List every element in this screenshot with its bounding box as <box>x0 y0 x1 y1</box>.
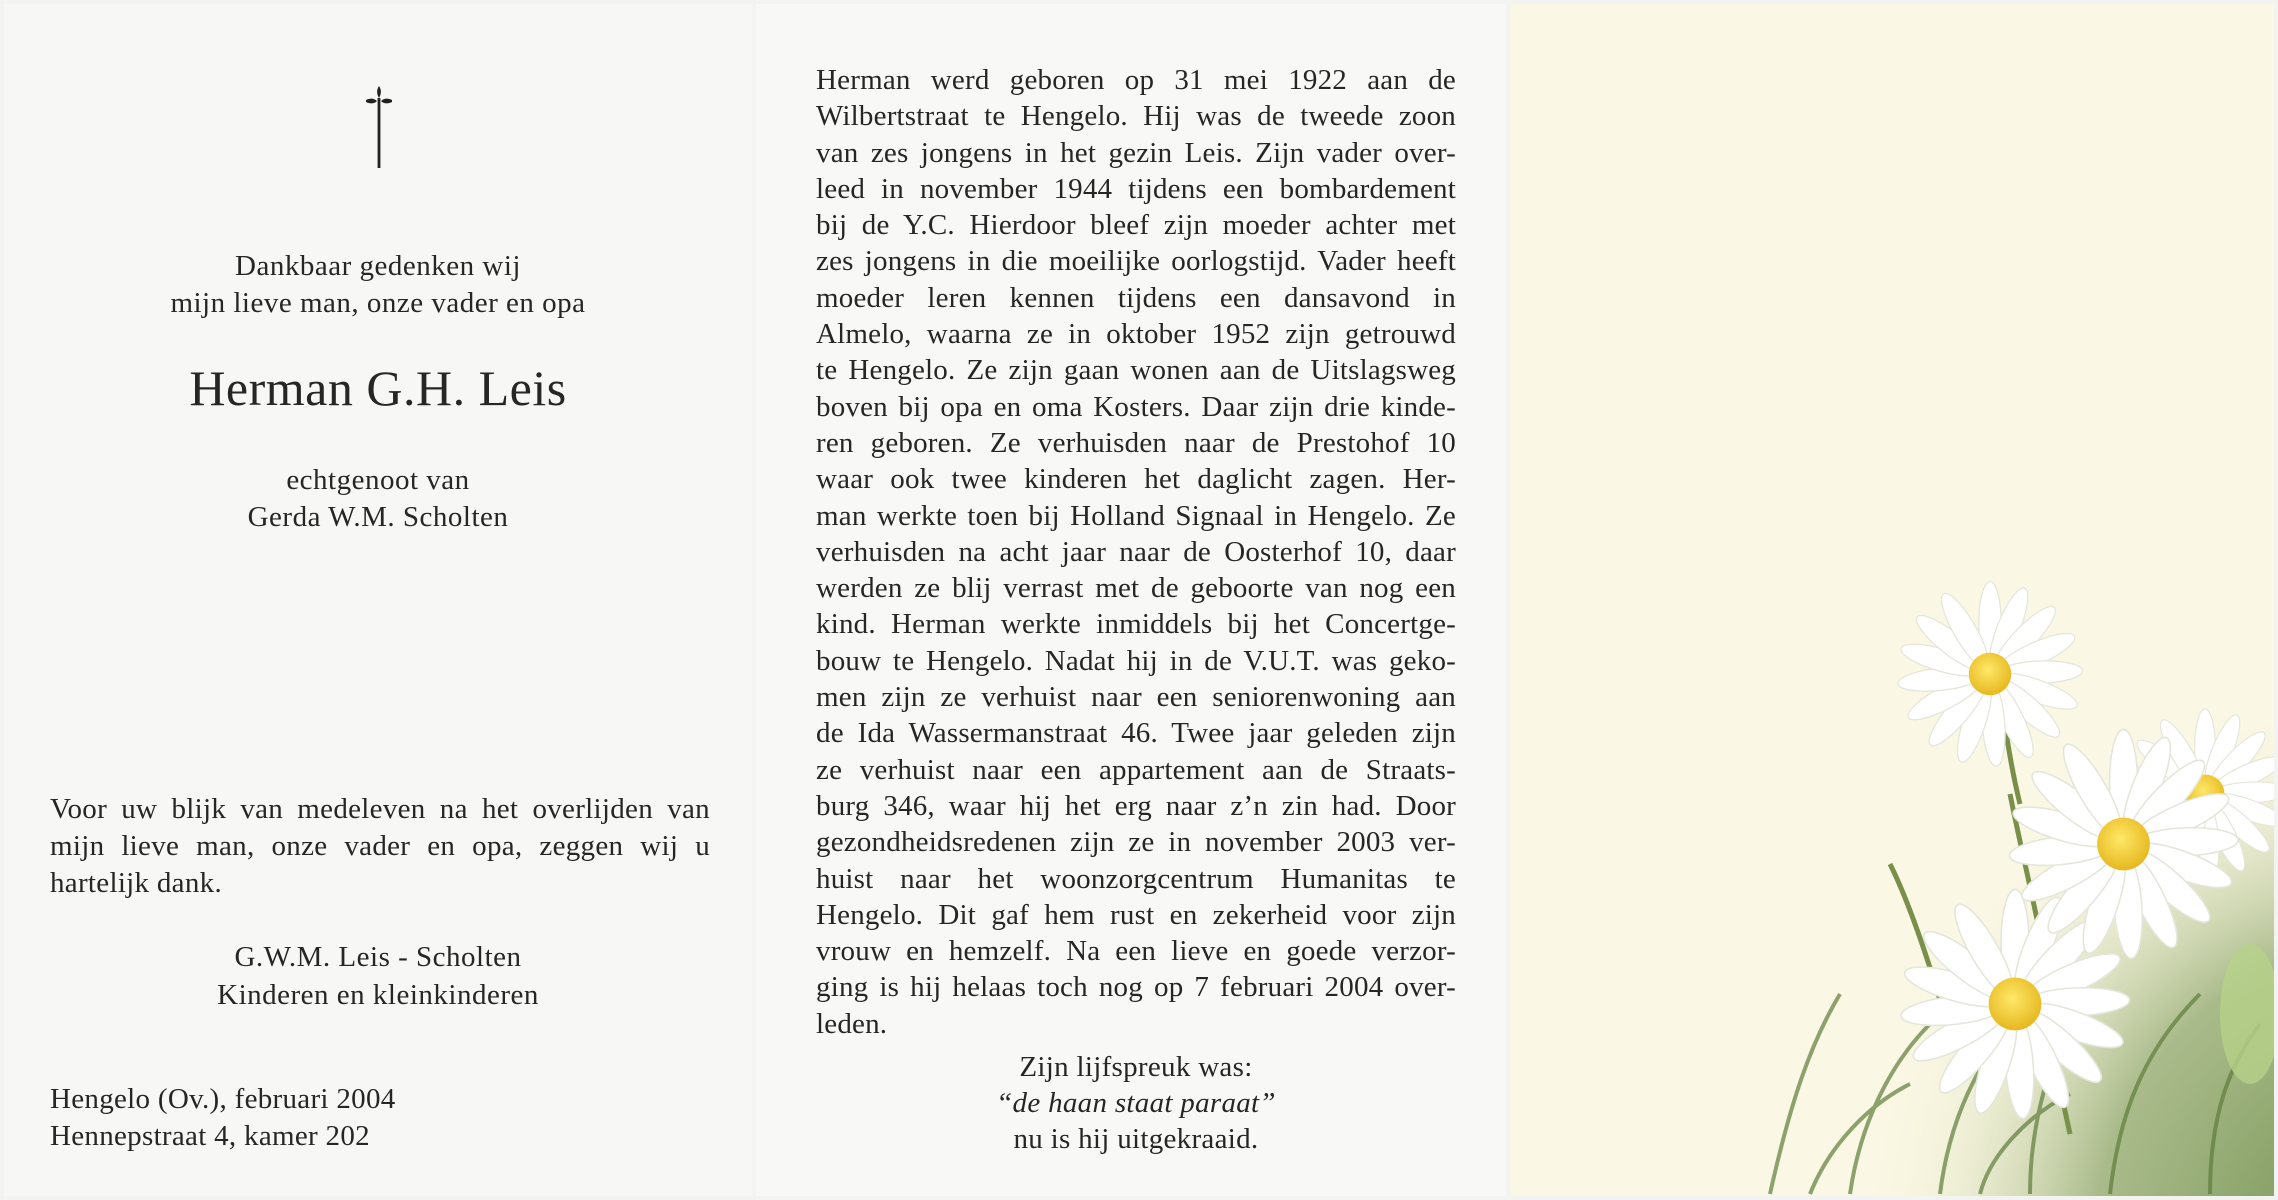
motto-outro: nu is hij uitgekraaid. <box>1013 1123 1259 1155</box>
bio-line: werden ze blij verrast met de geboorte van nog een <box>816 572 1456 605</box>
bio-line: vrouw en hemzelf. Na een lieve en goede verzor- <box>816 935 1456 968</box>
motto-intro: Zijn lijfspreuk was: <box>1019 1051 1253 1083</box>
bio-line: bij de Y.C. Hierdoor bleef zijn moeder achter met <box>816 209 1456 242</box>
bio-line: Herman werd geboren op 31 mei 1922 aan de <box>816 64 1456 96</box>
spouse-info <box>4 462 752 536</box>
place-line-2: Hennepstraat 4, kamer 202 <box>50 1120 370 1152</box>
middle-card-panel <box>756 4 1506 1196</box>
bio-line: moeder leren kennen tijdens een dansavond in <box>816 281 1456 314</box>
bio-line: ren geboren. Ze verhuisden naar de Prestohof 10 <box>816 426 1456 459</box>
bio-line: gezondheidsredenen zijn ze in november 2003 ver- <box>816 826 1456 859</box>
right-card-panel <box>1510 4 2274 1196</box>
greeting-line-2: mijn lieve man, onze vader en opa <box>170 287 586 319</box>
bio-line: huist naar het woonzorgcentrum Humanitas te <box>816 862 1456 895</box>
bio-line: de Ida Wassermanstraat 46. Twee jaar geleden zijn <box>816 717 1456 750</box>
bio-line: burg 346, waar hij het erg naar z’n zin had. Door <box>816 789 1456 822</box>
greeting-line-1: Dankbaar gedenken wij <box>235 250 521 282</box>
spouse-line-1: echtgenoot van <box>286 464 470 496</box>
bio-line: Wilbertstraat te Hengelo. Hij was de tweede zoon <box>816 100 1456 133</box>
bio-line: men zijn ze verhuist naar een seniorenwoning aan <box>816 681 1456 714</box>
bio-line: van zes jongens in het gezin Leis. Zijn vader over- <box>816 136 1456 169</box>
daisy-flowers-photo <box>1510 4 2274 1196</box>
signature <box>4 938 752 1014</box>
bio-line: bouw te Hengelo. Nadat hij in de V.U.T. was geko- <box>816 644 1456 677</box>
bio-line: boven bij opa en oma Kosters. Daar zijn drie kinde- <box>816 390 1456 423</box>
spouse-line-2: Gerda W.M. Scholten <box>247 501 509 533</box>
bio-line: Hengelo. Dit gaf hem rust en zekerheid voor zijn <box>816 898 1456 931</box>
greeting <box>4 248 752 322</box>
place-line-1: Hengelo (Ov.), februari 2004 <box>50 1083 396 1115</box>
bio-line: waar ook twee kinderen het daglicht zagen. Her- <box>816 463 1456 496</box>
signature-line-1: G.W.M. Leis - Scholten <box>234 941 522 973</box>
bio-line: kind. Herman werkte inmiddels bij het Concertge- <box>816 608 1456 641</box>
bio-line: zes jongens in die moeilijke oorlogstijd. Vader heeft <box>816 245 1456 278</box>
cross-icon <box>364 80 394 170</box>
bio-line: ging is hij helaas toch nog op 7 februari 2004 over- <box>816 971 1456 1004</box>
bio-line: man werkte toen bij Holland Signaal in Hengelo. Ze <box>816 499 1456 532</box>
bio-line: verhuisden na acht jaar naar de Oosterhof 10, daar <box>816 535 1456 568</box>
biography-text <box>816 62 1456 1042</box>
bio-line: leed in november 1944 tijdens een bombardement <box>816 172 1456 205</box>
motto-quote: “de haan staat paraat” <box>996 1087 1276 1119</box>
motto <box>816 1049 1456 1157</box>
deceased-name: Herman G.H. Leis <box>189 360 567 416</box>
left-card-panel <box>4 4 752 1196</box>
bio-line: ze verhuist naar een appartement aan de Straats- <box>816 753 1456 786</box>
bio-line: leden. <box>816 1007 888 1040</box>
thanks-paragraph: Voor uw blijk van medeleven na het overlijden van mijn lieve man, onze vader en opa, zeggen wij u hartelijk dank. <box>50 793 710 899</box>
place-date <box>50 1081 550 1155</box>
bio-line: Almelo, waarna ze in oktober 1952 zijn getrouwd <box>816 318 1456 351</box>
signature-line-2: Kinderen en kleinkinderen <box>217 979 539 1011</box>
bio-line: te Hengelo. Ze zijn gaan wonen aan de Uitslagsweg <box>816 354 1456 387</box>
